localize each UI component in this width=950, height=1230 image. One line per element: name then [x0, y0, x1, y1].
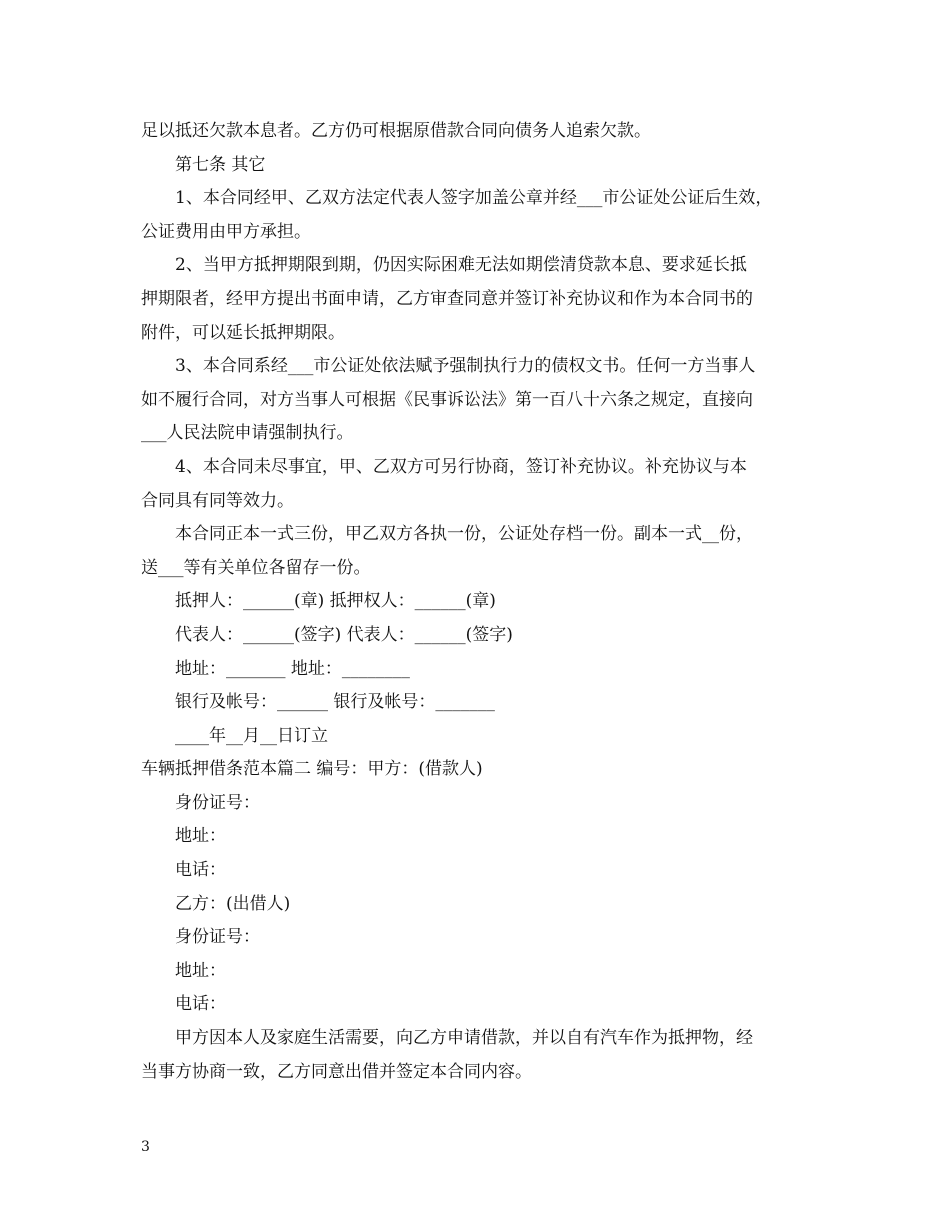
- text-line: 本合同正本一式三份，甲乙双方各执一份，公证处存档一份。副本一式__份，: [175, 524, 753, 545]
- text-line: 地址：: [175, 826, 226, 847]
- text-line: ____年__月__日订立: [175, 725, 328, 746]
- text-line: 身份证号：: [175, 927, 260, 948]
- text-line: 地址：: [175, 960, 226, 981]
- text-line: 身份证号：: [175, 792, 260, 813]
- text-line: 1、本合同经甲、乙双方法定代表人签字加盖公章并经___市公证处公证后生效，: [175, 188, 773, 209]
- text-line: 甲方因本人及家庭生活需要，向乙方申请借款，并以自有汽车作为抵押物，经: [175, 1028, 753, 1049]
- text-line: 合同具有同等效力。: [141, 490, 294, 511]
- text-line: 抵押人：______(章) 抵押权人：______(章): [175, 591, 496, 612]
- page-number: 3: [141, 1139, 150, 1155]
- text-line: 公证费用由甲方承担。: [141, 221, 311, 242]
- text-line: 当事方协商一致，乙方同意出借并签定本合同内容。: [141, 1061, 532, 1082]
- text-line: 4、本合同未尽事宜，甲、乙双方可另行协商，签订补充协议。补充协议与本: [175, 456, 747, 477]
- text-line: 足以抵还欠款本息者。乙方仍可根据原借款合同向债务人追索欠款。: [141, 121, 651, 141]
- text-line: 代表人：______(签字) 代表人：______(签字): [175, 624, 513, 645]
- text-line: 地址：_______ 地址：________: [175, 658, 410, 679]
- text-line: 车辆抵押借条范本篇二 编号：甲方：(借款人): [141, 759, 483, 780]
- text-line: ___人民法院申请强制执行。: [141, 423, 354, 444]
- text-line: 附件，可以延长抵押期限。: [141, 322, 345, 343]
- text-line: 送___等有关单位各留存一份。: [141, 557, 371, 578]
- text-line: 如不履行合同，对方当事人可根据《民事诉讼法》第一百八十六条之规定，直接向: [141, 389, 753, 410]
- document-body: [141, 115, 811, 1089]
- text-line: 乙方：(出借人): [175, 893, 291, 914]
- text-line: 2、当甲方抵押期限到期，仍因实际困难无法如期偿清贷款本息、要求延长抵: [175, 255, 747, 276]
- text-line: 银行及帐号：______ 银行及帐号：_______: [175, 692, 495, 713]
- text-line: 押期限者，经甲方提出书面申请，乙方审查同意并签订补充协议和作为本合同书的: [141, 288, 753, 309]
- text-line: 第七条 其它: [175, 154, 266, 175]
- text-line: 电话：: [175, 860, 226, 881]
- text-line: 电话：: [175, 994, 226, 1015]
- text-line: 3、本合同系经___市公证处依法赋予强制执行力的债权文书。任何一方当事人: [175, 356, 756, 377]
